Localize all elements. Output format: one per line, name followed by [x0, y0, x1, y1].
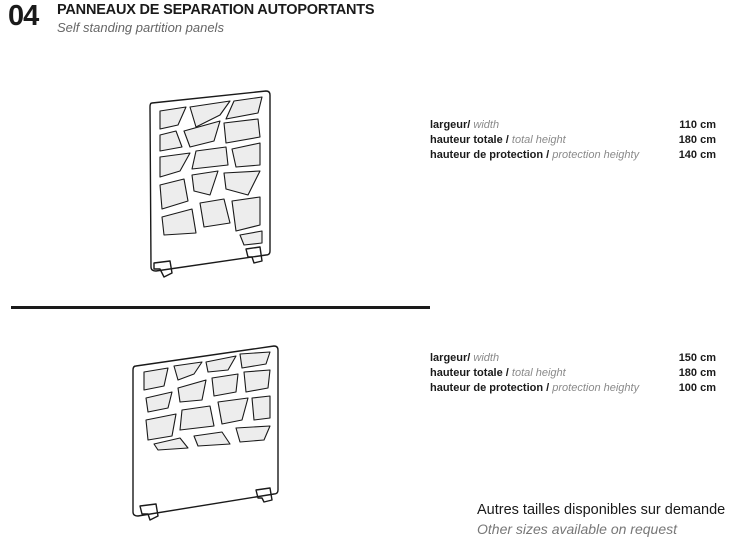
availability-note-fr: Autres tailles disponibles sur demande: [477, 502, 726, 518]
section-number: 04: [8, 0, 39, 32]
spec-value: 180 cm: [678, 367, 716, 379]
panel-illustration-wide: [118, 340, 288, 525]
spec-value: 150 cm: [678, 352, 716, 364]
spec-row: [430, 366, 716, 381]
spec-row: [430, 381, 716, 396]
spec-row: [430, 351, 716, 366]
page-subtitle: Self standing partition panels: [57, 20, 224, 35]
spec-value: 100 cm: [678, 382, 716, 394]
panel-illustration-tall: [130, 85, 280, 285]
availability-note-en: Other sizes available on request: [477, 521, 677, 537]
section-divider: [11, 306, 430, 309]
spec-row: [430, 118, 716, 133]
spec-table-tall: [430, 118, 716, 163]
spec-label: hauteur totale / total height: [430, 134, 566, 146]
spec-row: [430, 133, 716, 148]
spec-row: [430, 148, 716, 163]
spec-table-wide: [430, 351, 716, 396]
spec-label: largeur/ width: [430, 352, 500, 364]
spec-label: hauteur totale / total height: [430, 367, 566, 379]
spec-label: largeur/ width: [430, 119, 500, 131]
spec-value: 180 cm: [678, 134, 716, 146]
spec-value: 110 cm: [679, 119, 716, 131]
spec-value: 140 cm: [678, 149, 716, 161]
spec-label: hauteur de protection / protection heighty: [430, 382, 640, 394]
page-title: PANNEAUX DE SEPARATION AUTOPORTANTS: [57, 2, 375, 18]
spec-label: hauteur de protection / protection heighty: [430, 149, 640, 161]
